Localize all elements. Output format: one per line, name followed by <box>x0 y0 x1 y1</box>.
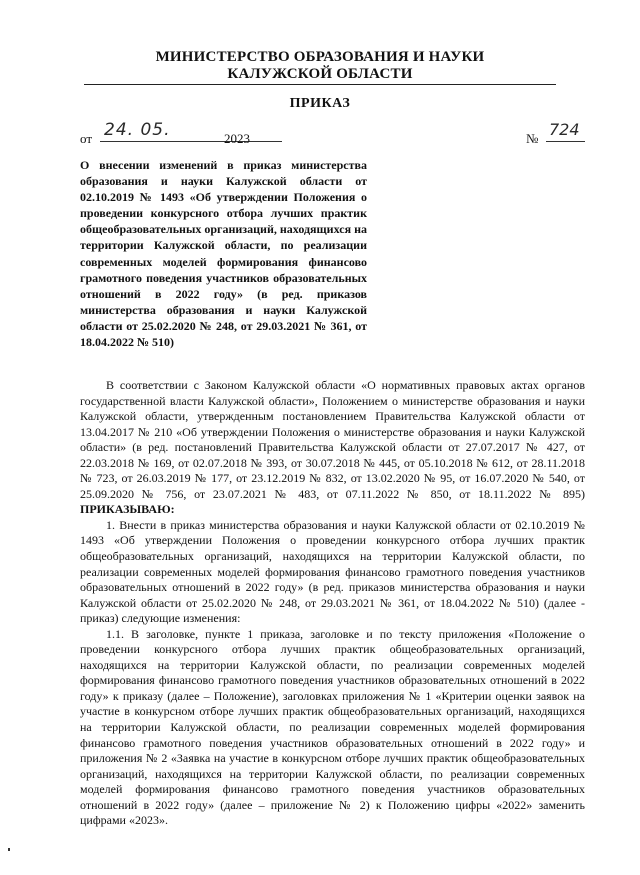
handwritten-number: 724 <box>549 120 580 139</box>
item-1-1-paragraph: 1.1. В заголовке, пункте 1 приказа, заголовке и по тексту приложения «Положение о проведении конкурсного отбора лучших практик общеобразовательных организаций, находящихся на территории Калужской области, по реализации современных моделей формирования финансово грамотного поведения участников образовательных отношений в 2022 году» к приказу (далее – Положение), заголовках приложения № 1 «Критерии оценки заявок на участие в конкурсном отборе лучших практик общеобразовательных организаций, находящихся на территории Калужской области, по реализации современных моделей формирования финансово грамотного поведения участников образовательных отношений в 2022 году» и приложения № 2 «Заявка на участие в конкурсном отборе лучших практик общеобразовательных организаций, находящихся на территории Калужской области, по реализации современных моделей формирования финансово грамотного поведения участников образовательных отношений в 2022 году» (далее – приложение № 2) к Положению цифры «2022» заменить цифрами «2023». <box>80 626 585 828</box>
header-divider <box>84 84 556 85</box>
preamble-paragraph <box>80 378 585 518</box>
margin-mark <box>8 848 10 851</box>
ministry-name-line2: КАЛУЖСКОЙ ОБЛАСТИ <box>227 66 413 82</box>
order-subject: О внесении изменений в приказ министерства образования и науки Калужской области от 02.10.2019 № 1493 «Об утверждении Положения о проведении конкурсного отбора лучших практик общеобразовательных организаций, находящихся на территории Калужской области, по реализации современных моделей формирования финансово грамотного поведения участников образовательных отношений в 2022 году» (в ред. приказов министерства образования и науки Калужской области от 25.02.2020 № 248, от 29.03.2021 № 361, от 18.04.2022 № 510) <box>80 158 367 350</box>
order-keyword: ПРИКАЗЫВАЮ: <box>80 502 175 517</box>
preamble-text: В соответствии с Законом Калужской области «О нормативных правовых актах органов государственной власти Калужской области», Положением о министерстве образования и науки Калужской области, утвержденным постановлением Правительства Калужской области от 13.04.2017 № 210 «Об утверждении Положения о министерстве образования и науки Калужской области» (в ред. постановлений Правительства Калужской области от 27.07.2017 № 427, от 22.03.2018 № 169, от 02.07.2018 № 393, от 30.07.2018 № 445, от 05.10.2018 № 612, от 28.11.2018 № 723, от 26.03.2019 № 177, от 23.12.2019 № 832, от 13.02.2020 № 95, от 16.07.2020 № 540, от 25.09.2020 № 756, от 23.07.2021 № 483, от 07.11.2022 № 850, от 18.11.2022 № 895) <box>80 378 585 501</box>
order-body <box>80 378 585 829</box>
order-dateline <box>80 120 585 146</box>
item-1-paragraph: 1. Внести в приказ министерства образования и науки Калужской области от 02.10.2019 № 1493 «Об утверждении Положения о проведении конкурсного отбора лучших практик общеобразовательных организаций, находящихся на территории Калужской области, по реализации современных моделей формирования финансово грамотного поведения участников образовательных отношений в 2022 году» (в ред. приказов министерства образования и науки Калужской области от 25.02.2020 № 248, от 29.03.2021 № 361, от 18.04.2022 № 510) (далее - приказ) следующие изменения: <box>80 517 585 626</box>
document-title: ПРИКАЗ <box>289 96 351 111</box>
number-field <box>546 120 585 142</box>
ministry-name-line1: МИНИСТЕРСТВО ОБРАЗОВАНИЯ И НАУКИ <box>155 49 485 65</box>
date-from-label: от <box>80 131 93 146</box>
number-label: № <box>526 131 539 146</box>
date-field <box>100 120 282 146</box>
date-year: 2023 <box>224 131 250 146</box>
handwritten-date: 24. 05. <box>104 120 171 140</box>
